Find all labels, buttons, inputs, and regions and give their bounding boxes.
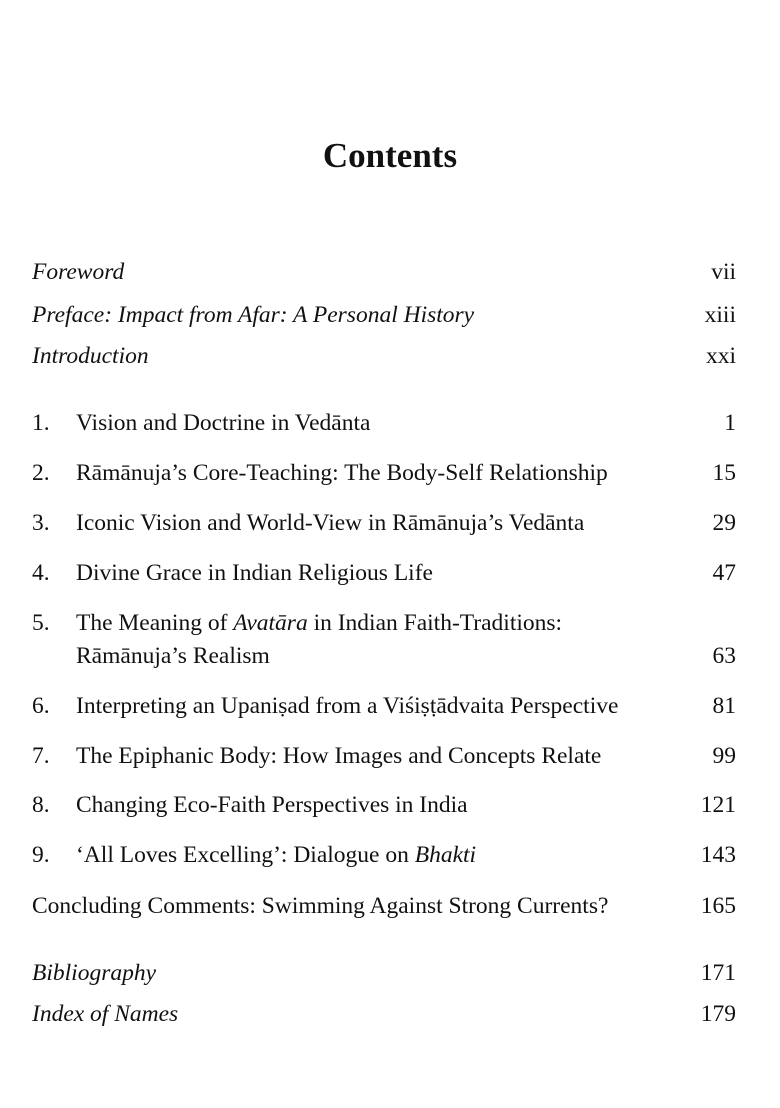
toc-entry-chapter-4[interactable]: [32, 558, 736, 588]
entry-label: Concluding Comments: Swimming Against Strong Currents?: [32, 893, 609, 919]
toc-entry-chapter-2[interactable]: [32, 458, 736, 488]
chapter-number: 7.: [32, 743, 50, 769]
label-text: The Meaning of: [76, 610, 234, 636]
toc-entry-concluding[interactable]: [32, 891, 736, 921]
entry-label-line2: Rāmānuja’s Realism: [76, 643, 270, 669]
entry-label: Foreword: [32, 259, 125, 285]
chapter-number: 6.: [32, 693, 50, 719]
chapter-number: 9.: [32, 842, 50, 868]
entry-page: 121: [700, 792, 736, 818]
entry-label: Vision and Doctrine in Vedānta: [76, 410, 371, 436]
toc-entry-index[interactable]: [32, 999, 736, 1029]
entry-label: [76, 840, 476, 870]
entry-label: Introduction: [32, 343, 149, 369]
chapter-number: 2.: [32, 460, 50, 486]
label-italic: Avatāra: [233, 610, 308, 636]
entry-label: [76, 608, 562, 638]
entry-page: 171: [700, 960, 736, 986]
entry-label: Changing Eco-Faith Perspectives in India: [76, 792, 468, 818]
entry-page: 47: [712, 560, 736, 586]
toc-entry-chapter-8[interactable]: [32, 790, 736, 820]
entry-page: xiii: [704, 302, 736, 328]
entry-label: Iconic Vision and World-View in Rāmānuja’s Vedānta: [76, 510, 585, 536]
toc-entry-preface[interactable]: [32, 300, 736, 330]
entry-page: 1: [724, 410, 736, 436]
toc-entry-foreword[interactable]: [32, 257, 736, 287]
entry-label: Divine Grace in Indian Religious Life: [76, 560, 433, 586]
toc-entry-chapter-1[interactable]: [32, 408, 736, 438]
chapter-number: 8.: [32, 792, 50, 818]
toc-entry-chapter-3[interactable]: [32, 508, 736, 538]
chapter-number: 5.: [32, 610, 50, 636]
entry-label: Rāmānuja’s Core-Teaching: The Body-Self Relationship: [76, 460, 608, 486]
toc-entry-chapter-7[interactable]: [32, 741, 736, 771]
entry-page: 63: [712, 643, 736, 669]
toc-entry-chapter-6[interactable]: [32, 691, 736, 721]
page-title: Contents: [322, 136, 458, 175]
label-italic: Bhakti: [414, 842, 477, 868]
entry-page: 99: [712, 743, 736, 769]
label-text: ‘All Loves Excelling’: Dialogue on: [76, 842, 415, 868]
entry-label: The Epiphanic Body: How Images and Concepts Relate: [76, 743, 602, 769]
entry-page: 15: [712, 460, 736, 486]
chapter-number: 3.: [32, 510, 50, 536]
entry-page: 179: [700, 1001, 736, 1027]
toc-entry-introduction[interactable]: [32, 341, 736, 371]
entry-page: 165: [700, 893, 736, 919]
entry-page: 29: [712, 510, 736, 536]
entry-label: Preface: Impact from Afar: A Personal History: [32, 302, 475, 328]
entry-page: 81: [712, 693, 736, 719]
entry-page: 143: [700, 842, 736, 868]
chapter-number: 1.: [32, 410, 50, 436]
label-text: in Indian Faith-Traditions:: [307, 610, 563, 636]
toc-entry-chapter-9[interactable]: [32, 840, 736, 870]
chapter-number: 4.: [32, 560, 50, 586]
toc-entry-bibliography[interactable]: [32, 958, 736, 988]
toc-entry-chapter-5[interactable]: [32, 608, 736, 672]
entry-label: Bibliography: [32, 960, 157, 986]
entry-label: Interpreting an Upaniṣad from a Viśiṣṭādvaita Perspective: [76, 693, 619, 719]
entry-page: xxi: [705, 343, 736, 369]
entry-page: vii: [711, 259, 736, 285]
entry-label: Index of Names: [32, 1001, 179, 1027]
